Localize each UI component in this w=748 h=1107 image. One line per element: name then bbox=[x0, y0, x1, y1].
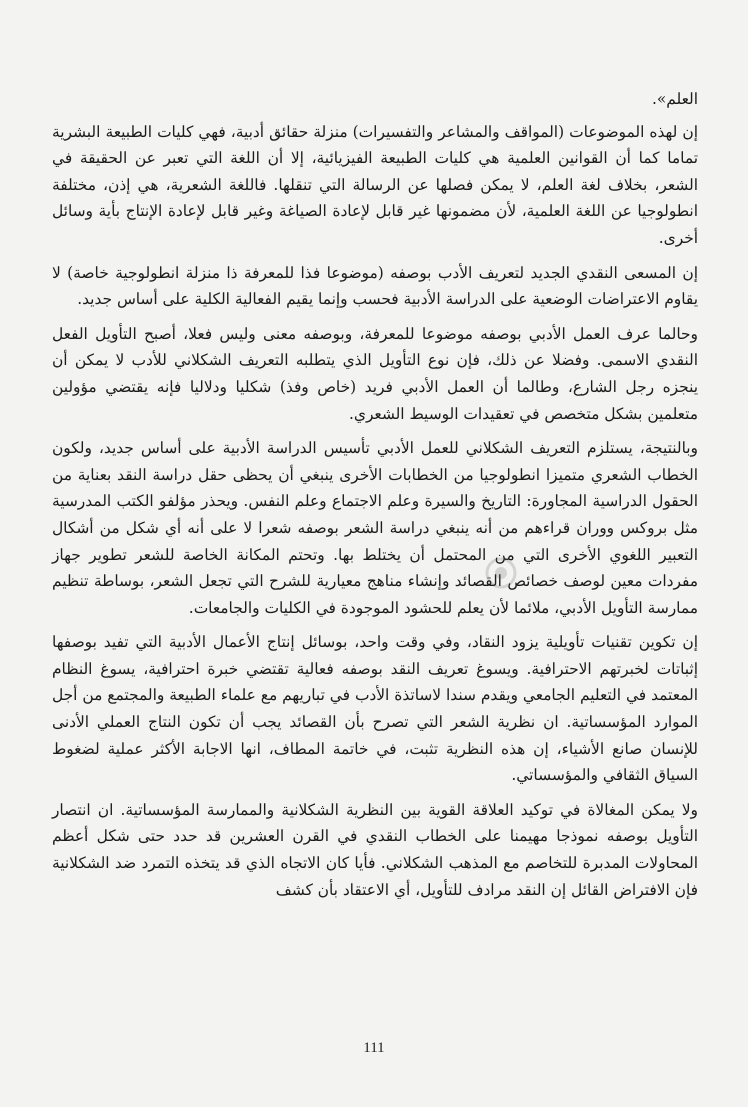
paragraph-6: إن تكوين تقنيات تأويلية يزود النقاد، وفي وقت واحد، بوسائل إنتاج الأعمال الأدبية التي تفيد بوصفها إثباتات لخبرتهم الاحترافية. ويسوغ تعريف النقد بوصفه فعالية تقتضي خبرة احترافية، يسوغ النظام المعتمد في التعليم الجامعي ويقدم سندا لاساتذة الأدب في تباريهم مع علماء الطبيعة والمجتمع من أجل الموارد المؤسساتية. ان نظرية الشعر التي تصرح بأن القصائد يجب أن تكون النتاج العملي الأدنى للإنسان صانع الأشياء، إن هذه النظرية تثبت، في خاتمة المطاف، انها الاجابة الأكثر عملية لضغوط السياق الثقافي والمؤسساتي. bbox=[52, 633, 698, 785]
paragraph-4: وحالما عرف العمل الأدبي بوصفه موضوعا للمعرفة، وبوصفه معنى وليس فعلا، أصبح التأويل الفعل النقدي الاسمى. وفضلا عن ذلك، فإن نوع التأويل الذي يتطلبه التعريف الشكلاني للأدب لا يمكن أن ينجزه رجل الشارع، وطالما أن العمل الأدبي فريد (خاص وفذ) شكليا ودلاليا فإنه يقتضي مؤولين متعلمين بشكل متخصص في تعقيدات الوسيط الشعري. bbox=[52, 324, 698, 423]
page-number: 111 bbox=[363, 1040, 385, 1056]
paragraph-3: إن المسعى النقدي الجديد لتعريف الأدب بوصفه (موضوعا فذا للمعرفة ذا منزلة انطولوجية خاصة) لا يقاوم الاعتراضات الوضعية على الدراسة الأدبية فحسب وإنما يقيم الفعالية الكلية على أساس جديد. bbox=[52, 263, 698, 309]
paragraph-7: ولا يمكن المغالاة في توكيد العلاقة القوية بين النظرية الشكلانية والممارسة المؤسساتية. ان انتصار التأويل بوصفه نموذجا مهيمنا على الخطاب النقدي في القرن العشرين قد حدد حتى شكل أعظم المحاولات المدبرة للتخاصم مع المذهب الشكلاني. فأيا كان الاتجاه الذي قد يتخذه التمرد ضد الشكلانية فإن الافتراض القائل إن النقد مرادف للتأويل، أي الاعتقاد بأن كشف bbox=[52, 800, 698, 899]
paragraph-5: وبالنتيجة، يستلزم التعريف الشكلاني للعمل الأدبي تأسيس الدراسة الأدبية على أساس جديد، ولكون الخطاب الشعري متميزا انطولوجيا من الخطابات الأخرى ينبغي أن يحظى حقل دراسة النقد بعناية من الحقول الدراسية المجاورة: التاريخ والسيرة وعلم الاجتماع وعلم النفس. ويحذر مؤلفو الكتب المدرسية مثل بروكس ووران قراءهم من أنه ينبغي دراسة الشعر بوصفه شعرا لا على أنه أي شكل من أشكال التعبير اللغوي الأخرى التي من المحتمل أن يختلط بها. وتحتم المكانة الخاصة للشعر تطوير جهاز مفردات معين لوصف خصائص القصائد وإنشاء مناهج معيارية للشرح التي تجعل الشعر، بوساطة تنظيم ممارسة التأويل الأدبي، ملائما لأن يعلم للحشود الموجودة في الكليات والجامعات. bbox=[52, 439, 698, 617]
body-text bbox=[52, 86, 698, 911]
paragraph-2: إن لهذه الموضوعات (المواقف والمشاعر والتفسيرات) منزلة حقائق أدبية، فهي كليات الطبيعة البشرية تماما كما أن القوانين العلمية هي كليات الطبيعة الفيزيائية، إلا أن اللغة التي تعبر عن الحقيقة في الشعر، بخلاف لغة العلم، لا يمكن فصلها عن الرسالة التي تنقلها. فاللغة الشعرية، هي إذن، مختلفة انطولوجيا عن اللغة العلمية، لأن مضمونها غير قابل لإعادة الصياغة وغير قابل لإعادة الإنتاج بأية وسائل أخرى. bbox=[52, 122, 698, 247]
paragraph-1: العلم». bbox=[651, 90, 698, 108]
